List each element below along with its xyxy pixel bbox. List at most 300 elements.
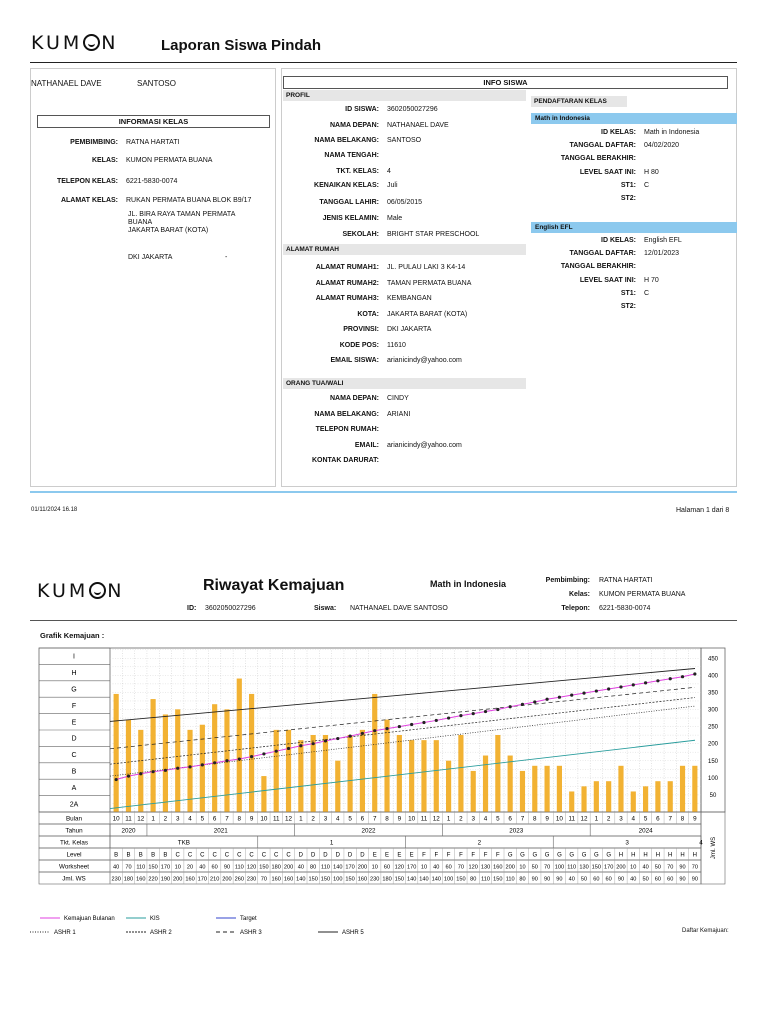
bulan-cell: 2 bbox=[311, 815, 315, 823]
field-label: KOTA: bbox=[357, 310, 379, 318]
jml-ws-cell: 50 bbox=[642, 876, 649, 883]
jml-ws-cell: 100 bbox=[333, 876, 343, 883]
progress-point bbox=[176, 767, 179, 770]
kumon-logo: KUM N bbox=[31, 32, 119, 54]
jml-ws-cell: 110 bbox=[505, 876, 515, 883]
ws-bar bbox=[261, 776, 266, 812]
progress-point bbox=[410, 723, 413, 726]
bulan-cell: 2 bbox=[459, 815, 463, 823]
progress-point bbox=[188, 765, 191, 768]
alamat-rumah-header: ALAMAT RUMAH bbox=[283, 244, 526, 255]
field-label: TANGGAL BERAKHIR: bbox=[560, 263, 636, 271]
right-axis-tick: 50 bbox=[709, 792, 717, 799]
ws-bar bbox=[397, 735, 402, 812]
jml-ws-cell: 150 bbox=[308, 876, 318, 883]
bulan-cell: 12 bbox=[432, 815, 440, 823]
field-label: TELEPON RUMAH: bbox=[315, 426, 379, 433]
level-cell: F bbox=[422, 852, 426, 859]
field-label: JENIS KELAMIN: bbox=[322, 215, 379, 222]
table-row-label: Tkt. Kelas bbox=[60, 839, 88, 847]
worksheet-cell: 70 bbox=[457, 864, 465, 871]
worksheet-cell: 200 bbox=[357, 864, 368, 871]
progress-point bbox=[570, 694, 573, 697]
bulan-cell: 6 bbox=[508, 815, 512, 823]
jml-ws-cell: 90 bbox=[679, 876, 686, 883]
bulan-cell: 8 bbox=[533, 815, 537, 823]
id-value: 3602050027296 bbox=[205, 605, 256, 612]
level-cell: C bbox=[175, 852, 180, 859]
worksheet-cell: 60 bbox=[383, 864, 391, 871]
progress-point bbox=[250, 755, 253, 758]
level-cell: G bbox=[507, 852, 513, 859]
ws-bar bbox=[631, 791, 636, 812]
field-label: TELEPON KELAS: bbox=[56, 178, 118, 185]
jml-ws-cell: 150 bbox=[345, 876, 355, 883]
level-cell: C bbox=[274, 852, 279, 859]
ws-bar bbox=[298, 740, 303, 812]
ws-bar bbox=[458, 735, 463, 812]
series-line-ashr-5 bbox=[110, 669, 695, 722]
tkt-kelas-cell: 4 bbox=[699, 839, 703, 847]
bulan-cell: 1 bbox=[151, 815, 155, 823]
info-siswa-header: INFO SISWA bbox=[283, 76, 728, 89]
level-cell: C bbox=[286, 852, 291, 859]
jml-ws-cell: 60 bbox=[667, 876, 674, 883]
bulan-cell: 7 bbox=[372, 815, 377, 823]
level-cell: C bbox=[261, 852, 267, 859]
telepon-label: Telepon: bbox=[561, 605, 590, 612]
ws-bar bbox=[200, 725, 205, 812]
progress-point bbox=[139, 772, 142, 775]
jml-ws-cell: 60 bbox=[654, 876, 662, 883]
bulan-cell: 1 bbox=[594, 815, 599, 823]
jml-ws-cell: 170 bbox=[197, 876, 208, 883]
field-value: 04/02/2020 bbox=[644, 142, 680, 150]
jml-ws-cell: 200 bbox=[173, 876, 183, 883]
right-axis-tick: 450 bbox=[707, 656, 719, 663]
field-label: NAMA TENGAH: bbox=[324, 152, 379, 159]
legend-label: ASHR 5 bbox=[342, 930, 364, 936]
worksheet-cell: 10 bbox=[371, 864, 378, 871]
ws-bar bbox=[175, 709, 180, 812]
bulan-cell: 4 bbox=[483, 815, 488, 823]
field-label: ST2: bbox=[620, 195, 636, 202]
level-cell: G bbox=[557, 852, 562, 859]
worksheet-cell: 70 bbox=[543, 864, 551, 871]
progress-point bbox=[632, 683, 635, 686]
jml-ws-cell: 90 bbox=[531, 876, 538, 883]
riwayat-title: Riwayat Kemajuan bbox=[203, 577, 345, 594]
progress-point bbox=[558, 696, 561, 699]
worksheet-cell: 150 bbox=[259, 864, 269, 871]
alamat-dash: - bbox=[225, 254, 228, 261]
field-label: NAMA DEPAN: bbox=[330, 395, 379, 402]
field-label: NAMA DEPAN: bbox=[330, 122, 379, 129]
bulan-cell: 7 bbox=[225, 815, 229, 823]
telepon-value: 6221-5830-0074 bbox=[599, 605, 651, 612]
worksheet-cell: 10 bbox=[519, 864, 526, 871]
kelas-label: Kelas: bbox=[568, 591, 590, 598]
worksheet-cell: 60 bbox=[445, 864, 452, 871]
jml-ws-cell: 60 bbox=[605, 876, 612, 883]
tkt-kelas-cell: 1 bbox=[329, 839, 334, 847]
jml-ws-cell: 140 bbox=[431, 876, 441, 883]
jml-ws-cell: 140 bbox=[419, 876, 429, 883]
bulan-cell: 6 bbox=[212, 815, 217, 823]
jml-ws-cell: 160 bbox=[271, 876, 281, 883]
field-value: KUMON PERMATA BUANA bbox=[126, 157, 213, 164]
progress-point bbox=[595, 689, 598, 692]
level-cell: E bbox=[397, 852, 402, 859]
field-label: LEVEL SAAT INI: bbox=[579, 276, 636, 284]
ws-bar bbox=[372, 694, 377, 812]
grafik-label: Grafik Kemajuan : bbox=[40, 631, 105, 640]
ws-bar bbox=[311, 735, 316, 812]
level-cell: C bbox=[249, 852, 254, 859]
bulan-cell: 3 bbox=[619, 815, 623, 823]
progress-point bbox=[521, 703, 524, 706]
worksheet-cell: 80 bbox=[310, 864, 317, 871]
tahun-cell: 2023 bbox=[509, 827, 524, 835]
jml-ws-cell: 40 bbox=[568, 876, 575, 883]
jml-ws-cell: 150 bbox=[320, 876, 331, 883]
worksheet-cell: 170 bbox=[160, 864, 171, 871]
progress-point bbox=[201, 763, 204, 766]
progress-point bbox=[151, 770, 154, 773]
legend-label: Kemajuan Bulanan bbox=[64, 916, 115, 922]
ws-bar bbox=[520, 771, 525, 812]
subject-label: Math in Indonesia bbox=[430, 579, 507, 589]
jml-ws-cell: 90 bbox=[543, 876, 551, 883]
worksheet-cell: 90 bbox=[223, 864, 231, 871]
field-value: 06/05/2015 bbox=[387, 199, 423, 206]
bulan-cell: 11 bbox=[568, 815, 575, 823]
worksheet-cell: 70 bbox=[125, 864, 132, 871]
field-value: English EFL bbox=[644, 237, 682, 244]
field-label: KONTAK DARURAT: bbox=[311, 457, 379, 464]
field-value: SANTOSO bbox=[387, 137, 422, 144]
ws-bar bbox=[557, 766, 562, 812]
level-cell: G bbox=[569, 852, 575, 859]
level-cell: G bbox=[594, 852, 599, 859]
field-value: H 80 bbox=[644, 168, 659, 176]
bulan-cell: 2 bbox=[606, 815, 611, 823]
worksheet-cell: 160 bbox=[493, 864, 503, 871]
bulan-cell: 5 bbox=[643, 815, 648, 823]
tkt-kelas-cell: 3 bbox=[625, 839, 629, 847]
field-value: 12/01/2023 bbox=[644, 250, 680, 258]
efl-class-header: English EFL bbox=[531, 222, 737, 233]
field-label: KELAS: bbox=[91, 157, 118, 164]
ws-bar bbox=[471, 771, 476, 812]
jml-ws-cell: 160 bbox=[185, 876, 195, 883]
siswa-label: Siswa: bbox=[314, 605, 337, 612]
level-cell: F bbox=[496, 852, 500, 859]
jml-ws-cell: 90 bbox=[617, 876, 625, 883]
worksheet-cell: 40 bbox=[199, 864, 206, 871]
right-axis-tick: 350 bbox=[707, 690, 719, 697]
legend-label: ASHR 3 bbox=[240, 930, 262, 936]
bulan-cell: 1 bbox=[299, 815, 303, 823]
worksheet-cell: 170 bbox=[603, 864, 614, 871]
progress-point bbox=[472, 712, 475, 715]
worksheet-cell: 120 bbox=[246, 864, 257, 871]
level-cell: C bbox=[212, 852, 217, 859]
progress-point bbox=[644, 681, 647, 684]
worksheet-cell: 40 bbox=[113, 864, 120, 871]
bulan-cell: 12 bbox=[580, 815, 588, 823]
progress-point bbox=[656, 679, 659, 682]
ws-bar bbox=[138, 730, 143, 812]
progress-point bbox=[398, 725, 401, 728]
worksheet-cell: 170 bbox=[345, 864, 355, 871]
level-cell: C bbox=[187, 852, 193, 859]
kumon-logo-2: KUM N bbox=[37, 580, 125, 602]
progress-point bbox=[459, 714, 462, 717]
worksheet-cell: 110 bbox=[567, 864, 577, 871]
field-value: H 70 bbox=[644, 276, 659, 284]
ws-bar bbox=[606, 781, 611, 812]
worksheet-cell: 10 bbox=[630, 864, 637, 871]
bulan-cell: 11 bbox=[125, 815, 132, 823]
field-label: TANGGAL LAHIR: bbox=[319, 199, 379, 206]
progress-point bbox=[213, 761, 216, 764]
progress-point bbox=[582, 692, 585, 695]
bulan-cell: 4 bbox=[188, 815, 192, 823]
bulan-cell: 8 bbox=[237, 815, 242, 823]
field-value: CINDY bbox=[387, 395, 409, 402]
level-cell: F bbox=[471, 852, 476, 859]
jml-ws-cell: 140 bbox=[296, 876, 306, 883]
tahun-cell: 2020 bbox=[121, 827, 136, 835]
field-label: PEMBIMBING: bbox=[70, 139, 118, 146]
worksheet-cell: 110 bbox=[136, 864, 146, 871]
id-label: ID: bbox=[187, 605, 197, 612]
page-title: Laporan Siswa Pindah bbox=[161, 37, 322, 54]
tkt-kelas-cell: TKB bbox=[177, 839, 190, 847]
info-kelas-panel bbox=[30, 68, 276, 487]
worksheet-cell: 150 bbox=[148, 864, 158, 871]
jml-ws-cell: 150 bbox=[493, 876, 503, 883]
level-cell: E bbox=[409, 852, 414, 859]
worksheet-cell: 200 bbox=[616, 864, 626, 871]
pembimbing-value: RATNA HARTATI bbox=[599, 577, 653, 584]
progress-point bbox=[312, 742, 315, 745]
jml-ws-cell: 60 bbox=[593, 876, 600, 883]
student-first-name: NATHANAEL DAVE bbox=[31, 79, 102, 88]
ws-bar bbox=[163, 714, 168, 812]
bulan-cell: 7 bbox=[668, 815, 672, 823]
ws-bar bbox=[655, 781, 660, 812]
jml-ws-cell: 190 bbox=[160, 876, 171, 883]
worksheet-cell: 50 bbox=[654, 864, 662, 871]
chart-legend bbox=[38, 912, 728, 940]
worksheet-cell: 100 bbox=[554, 864, 565, 871]
jml-ws-cell: 80 bbox=[519, 876, 526, 883]
progress-point bbox=[496, 708, 499, 711]
table-row-label: Bulan bbox=[65, 815, 83, 823]
field-value: DKI JAKARTA bbox=[387, 326, 432, 333]
bulan-cell: 3 bbox=[175, 815, 180, 823]
jml-ws-cell: 260 bbox=[234, 876, 244, 883]
field-value: C bbox=[644, 289, 650, 297]
jml-ws-cell: 180 bbox=[382, 876, 392, 883]
jml-ws-cell: 230 bbox=[111, 876, 121, 883]
worksheet-cell: 20 bbox=[186, 864, 194, 871]
worksheet-cell: 60 bbox=[211, 864, 218, 871]
level-cell: G bbox=[532, 852, 538, 859]
worksheet-cell: 170 bbox=[406, 864, 417, 871]
header-divider bbox=[30, 620, 737, 621]
level-axis-label: H bbox=[71, 670, 77, 678]
bulan-cell: 9 bbox=[249, 815, 254, 823]
level-cell: F bbox=[446, 852, 451, 859]
tahun-cell: 2024 bbox=[638, 827, 653, 835]
field-label: ST1: bbox=[620, 181, 636, 189]
ws-bar bbox=[114, 694, 119, 812]
field-label: NAMA BELAKANG: bbox=[314, 410, 379, 418]
ws-bar bbox=[286, 730, 291, 812]
series-line-ashr-2 bbox=[110, 698, 695, 765]
level-cell: D bbox=[335, 852, 340, 859]
progress-chart bbox=[38, 645, 728, 883]
ws-bar bbox=[532, 766, 537, 812]
progress-point bbox=[607, 687, 610, 690]
field-value: JAKARTA BARAT (KOTA) bbox=[387, 310, 468, 318]
table-row-label: Jml. WS bbox=[62, 875, 86, 883]
table-row-label: Tahun bbox=[65, 827, 83, 835]
siswa-value: NATHANAEL DAVE SANTOSO bbox=[350, 605, 448, 612]
bulan-cell: 8 bbox=[385, 815, 389, 823]
field-label: KODE POS: bbox=[339, 341, 379, 349]
level-cell: H bbox=[643, 852, 648, 859]
field-value: ARIANI bbox=[387, 410, 411, 418]
jml-ws-cell: 110 bbox=[481, 876, 490, 883]
worksheet-cell: 90 bbox=[679, 864, 686, 871]
progress-point bbox=[435, 719, 438, 722]
field-label: ID KELAS: bbox=[601, 129, 636, 136]
field-value: 4 bbox=[387, 168, 391, 175]
progress-point bbox=[361, 732, 364, 735]
level-axis-label: E bbox=[71, 719, 77, 727]
field-value: RATNA HARTATI bbox=[126, 139, 180, 146]
field-value: C bbox=[644, 181, 650, 189]
field-value: NATHANAEL DAVE bbox=[387, 122, 449, 129]
field-label: ALAMAT RUMAH2: bbox=[315, 279, 379, 287]
worksheet-cell: 200 bbox=[283, 864, 294, 871]
progress-point bbox=[299, 744, 302, 747]
progress-point bbox=[127, 775, 130, 778]
worksheet-cell: 120 bbox=[394, 864, 405, 871]
ws-bar bbox=[384, 720, 389, 812]
math-class-header: Math in Indonesia bbox=[531, 113, 737, 124]
bulan-cell: 12 bbox=[137, 815, 145, 823]
level-cell: G bbox=[544, 852, 550, 859]
ws-bar bbox=[545, 766, 550, 812]
level-cell: H bbox=[631, 852, 636, 859]
bulan-cell: 6 bbox=[360, 815, 365, 823]
ws-bar bbox=[692, 766, 697, 812]
bulan-cell: 7 bbox=[520, 815, 525, 823]
level-cell: F bbox=[483, 852, 488, 859]
tahun-cell: 2022 bbox=[361, 827, 376, 835]
field-label: LEVEL SAAT INI: bbox=[579, 168, 636, 176]
level-axis-label: F bbox=[71, 702, 77, 710]
jml-ws-cell: 150 bbox=[456, 876, 466, 883]
level-cell: D bbox=[310, 852, 316, 859]
level-cell: B bbox=[126, 852, 131, 859]
ws-bar bbox=[151, 699, 156, 812]
worksheet-cell: 110 bbox=[234, 864, 244, 871]
field-label: SEKOLAH: bbox=[342, 231, 379, 238]
progress-point bbox=[373, 729, 376, 732]
ws-bar bbox=[618, 766, 623, 812]
ws-bar bbox=[249, 694, 254, 812]
bulan-cell: 8 bbox=[680, 815, 685, 823]
legend-label: KIS bbox=[150, 916, 160, 922]
table-row bbox=[39, 836, 701, 848]
level-axis-label: I bbox=[73, 653, 75, 661]
tkt-kelas-cell: 2 bbox=[477, 839, 482, 847]
bulan-cell: 9 bbox=[693, 815, 697, 823]
level-axis-label: D bbox=[71, 735, 77, 743]
field-label: EMAIL SISWA: bbox=[330, 357, 379, 364]
field-label: ALAMAT KELAS: bbox=[60, 197, 118, 204]
bulan-cell: 4 bbox=[336, 815, 340, 823]
progress-point bbox=[693, 672, 696, 675]
progress-point bbox=[545, 698, 548, 701]
progress-point bbox=[669, 677, 672, 680]
bulan-cell: 5 bbox=[200, 815, 205, 823]
ws-bar bbox=[409, 740, 414, 812]
jml-ws-cell: 160 bbox=[136, 876, 146, 883]
ws-bar bbox=[348, 735, 353, 812]
jml-ws-cell: 90 bbox=[691, 876, 698, 883]
bulan-cell: 11 bbox=[272, 815, 280, 823]
level-axis-label: A bbox=[71, 784, 77, 792]
worksheet-cell: 40 bbox=[642, 864, 649, 871]
field-value: 3602050027296 bbox=[387, 106, 438, 113]
footer-divider bbox=[30, 491, 737, 493]
print-date: 01/11/2024 16.18 bbox=[31, 507, 78, 513]
jml-ws-cell: 210 bbox=[209, 876, 220, 883]
level-cell: E bbox=[385, 852, 390, 859]
worksheet-cell: 120 bbox=[468, 864, 478, 871]
worksheet-cell: 180 bbox=[271, 864, 281, 871]
bulan-cell: 3 bbox=[471, 815, 475, 823]
tahun-cell: 2021 bbox=[213, 827, 228, 835]
pembimbing-label: Pembimbing: bbox=[545, 577, 590, 584]
ws-bar bbox=[643, 786, 648, 812]
level-cell: G bbox=[520, 852, 525, 859]
level-cell: H bbox=[668, 852, 673, 859]
level-cell: B bbox=[138, 852, 143, 859]
progress-point bbox=[287, 747, 290, 750]
bulan-cell: 3 bbox=[323, 815, 328, 823]
worksheet-cell: 40 bbox=[297, 864, 304, 871]
page-number: Halaman 1 dari 8 bbox=[676, 507, 730, 514]
progress-point bbox=[509, 705, 512, 708]
ws-bar bbox=[594, 781, 599, 812]
worksheet-cell: 130 bbox=[579, 864, 589, 871]
field-label: TANGGAL DAFTAR: bbox=[569, 250, 636, 258]
ws-bar bbox=[495, 735, 500, 812]
field-value: RUKAN PERMATA BUANA BLOK B9/17 bbox=[126, 197, 252, 204]
bulan-cell: 4 bbox=[631, 815, 636, 823]
legend-label: Target bbox=[240, 916, 257, 922]
alamat-line: JL. BIRA RAYA TAMAN PERMATA bbox=[128, 211, 236, 218]
level-cell: B bbox=[151, 852, 156, 859]
